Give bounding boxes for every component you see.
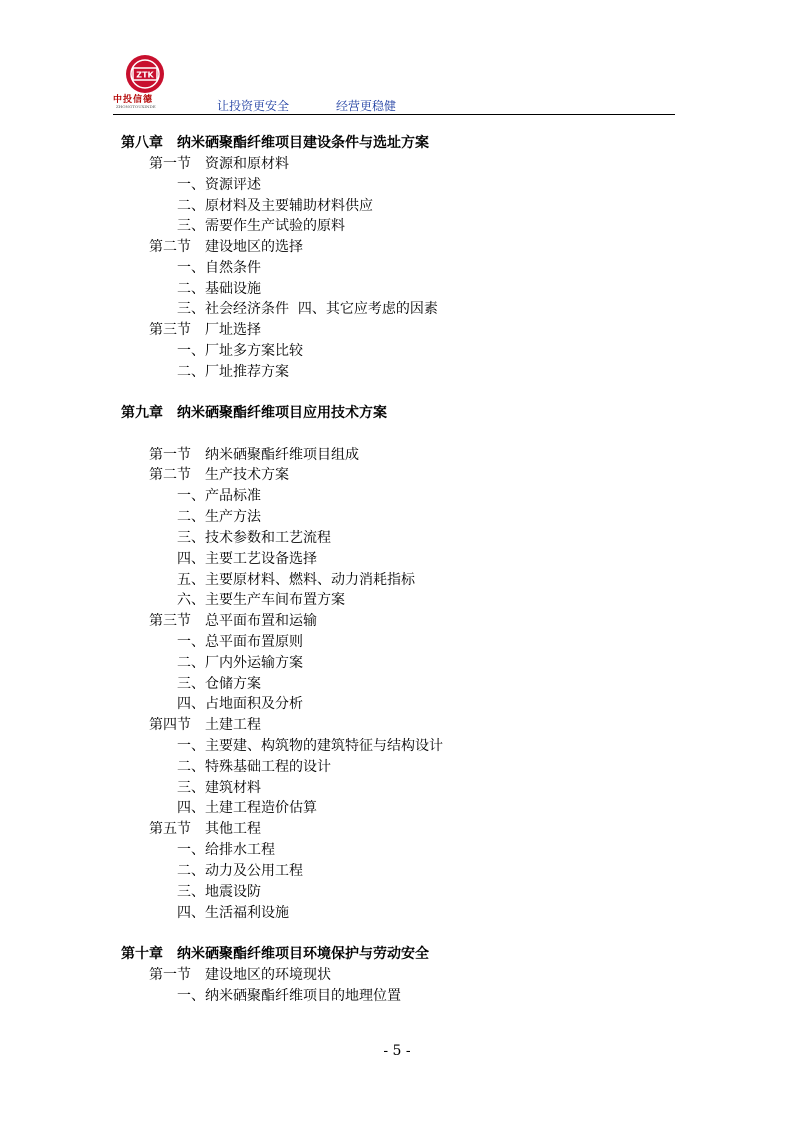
toc-item: 一、厂址多方案比较	[177, 343, 303, 359]
toc-chapter: 第九章 纳米硒聚酯纤维项目应用技术方案	[121, 405, 387, 421]
toc-item: 四、主要工艺设备选择	[177, 551, 317, 567]
toc-item: 五、主要原材料、燃料、动力消耗指标	[177, 572, 415, 588]
toc-item: 一、给排水工程	[177, 842, 275, 858]
toc-item: 二、特殊基础工程的设计	[177, 759, 331, 775]
toc-item: 三、社会经济条件 四、其它应考虑的因素	[177, 301, 438, 317]
toc-item: 四、土建工程造价估算	[177, 800, 317, 816]
logo-subtitle: ZHONGTOUXINDE	[116, 104, 156, 109]
toc-item: 三、需要作生产试验的原料	[177, 218, 345, 234]
toc-chapter: 第八章 纳米硒聚酯纤维项目建设条件与选址方案	[121, 135, 429, 151]
toc-section: 第五节 其他工程	[149, 821, 261, 837]
toc-item: 三、建筑材料	[177, 780, 261, 796]
page-number: - 5 -	[383, 1043, 411, 1059]
toc-item: 一、总平面布置原则	[177, 634, 303, 650]
toc-section: 第一节 纳米硒聚酯纤维项目组成	[149, 447, 359, 463]
slogan-left: 让投资更安全	[217, 99, 290, 113]
toc-section: 第二节 生产技术方案	[149, 467, 289, 483]
toc-item: 二、动力及公用工程	[177, 863, 303, 879]
toc-section: 第四节 土建工程	[149, 717, 261, 733]
toc-item: 三、地震设防	[177, 884, 261, 900]
toc-item: 一、产品标准	[177, 488, 261, 504]
toc-section: 第一节 建设地区的环境现状	[149, 967, 331, 983]
toc-item: 二、厂址推荐方案	[177, 364, 289, 380]
logo-name: 中投信德	[113, 95, 154, 105]
toc-item: 一、资源评述	[177, 177, 261, 193]
toc-section: 第二节 建设地区的选择	[149, 239, 303, 255]
header-divider	[113, 114, 675, 115]
toc-chapter: 第十章 纳米硒聚酯纤维项目环境保护与劳动安全	[121, 946, 429, 962]
slogan-right: 经营更稳健	[336, 99, 397, 113]
toc-item: 三、技术参数和工艺流程	[177, 530, 331, 546]
toc-item: 四、占地面积及分析	[177, 696, 303, 712]
toc-section: 第一节 资源和原材料	[149, 156, 289, 172]
toc-item: 二、原材料及主要辅助材料供应	[177, 198, 373, 214]
toc-section: 第三节 厂址选择	[149, 322, 261, 338]
toc-item: 二、生产方法	[177, 509, 261, 525]
toc-item: 四、生活福利设施	[177, 905, 289, 921]
toc-item: 三、仓储方案	[177, 676, 261, 692]
toc-item: 一、自然条件	[177, 260, 261, 276]
toc-item: 六、主要生产车间布置方案	[177, 592, 345, 608]
toc-item: 二、厂内外运输方案	[177, 655, 303, 671]
page-header	[0, 0, 794, 118]
toc-item: 一、主要建、构筑物的建筑特征与结构设计	[177, 738, 443, 754]
toc-item: 二、基础设施	[177, 281, 261, 297]
toc-section: 第三节 总平面布置和运输	[149, 613, 317, 629]
logo-mark-text: ZTK	[136, 70, 154, 80]
toc-item: 一、纳米硒聚酯纤维项目的地理位置	[177, 988, 401, 1004]
